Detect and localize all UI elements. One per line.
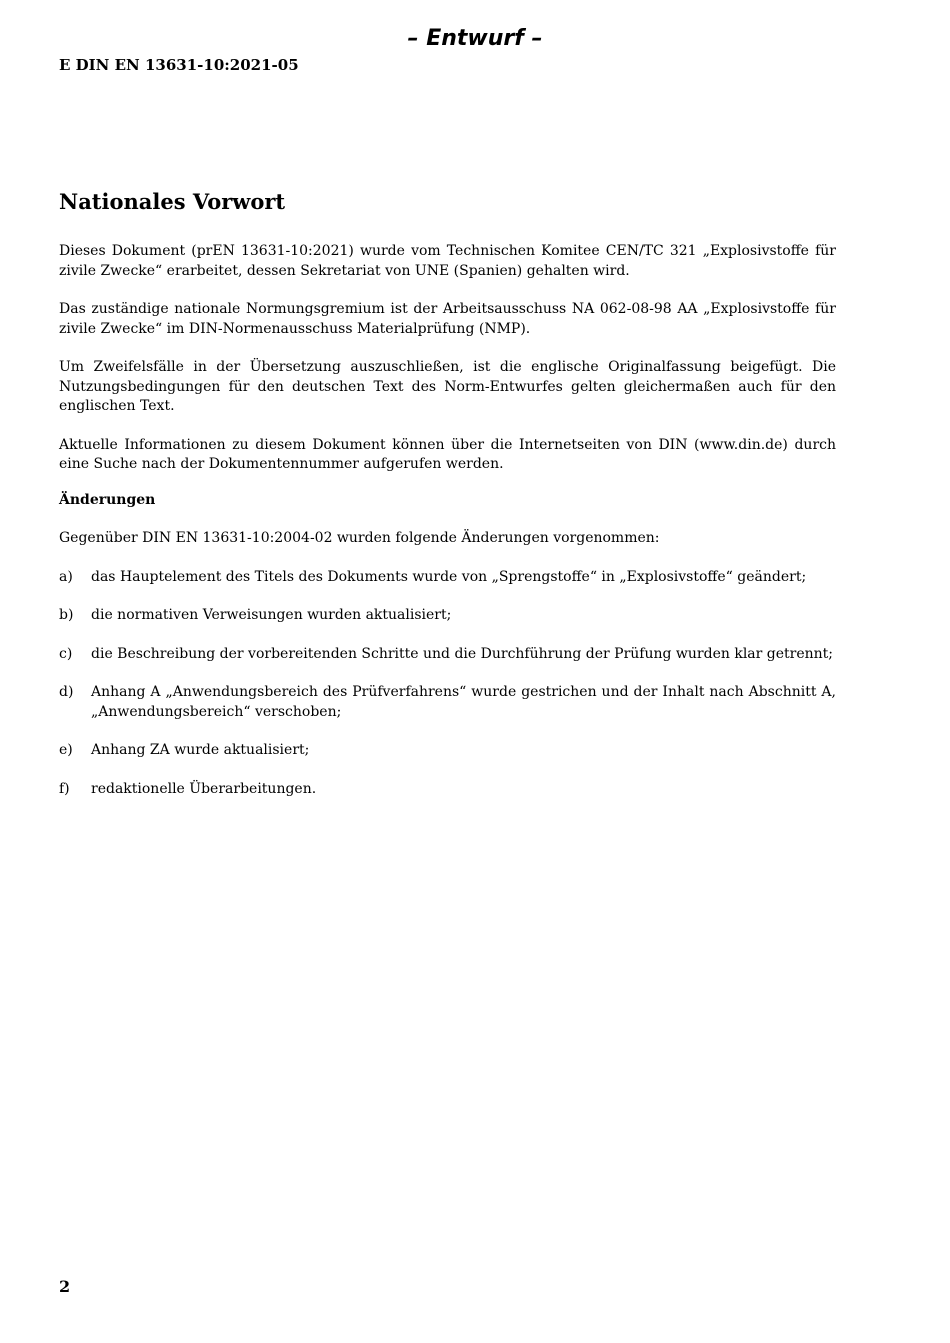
list-item bbox=[59, 606, 836, 626]
list-marker: d) bbox=[59, 684, 74, 700]
foreword-paragraph: Um Zweifelsfälle in der Übersetzung auszuschließen, ist die englische Originalfassung beigefügt. Die Nutzungsbedingungen für den deutschen Text des Norm-Entwurfes gelten gleichermaßen auch für den englischen Text. bbox=[59, 359, 836, 414]
list-item-text: die normativen Verweisungen wurden aktualisiert; bbox=[91, 607, 452, 623]
list-item bbox=[59, 780, 836, 800]
foreword-paragraph: Dieses Dokument (prEN 13631-10:2021) wurde vom Technischen Komitee CEN/TC 321 „Explosivstoffe für zivile Zwecke“ erarbeitet, dessen Sekretariat von UNE (Spanien) gehalten wird. bbox=[59, 243, 836, 279]
list-item-text: die Beschreibung der vorbereitenden Schritte und die Durchführung der Prüfung wurden klar getrennt; bbox=[91, 645, 834, 662]
list-item-text: das Hauptelement des Titels des Dokuments wurde von „Sprengstoffe“ in „Explosivstoffe“ geändert; bbox=[91, 568, 807, 585]
page-number: 2 bbox=[59, 1277, 71, 1296]
changes-intro: Gegenüber DIN EN 13631-10:2004-02 wurden folgende Änderungen vorgenommen: bbox=[59, 530, 660, 546]
list-marker: f) bbox=[59, 780, 70, 797]
list-item-text: Anhang A „Anwendungsbereich des Prüfverfahrens“ wurde gestrichen und der Inhalt nach Abschnitt A, „Anwendungsbereich“ verschoben; bbox=[91, 684, 836, 720]
list-item bbox=[59, 683, 836, 722]
list-marker: a) bbox=[59, 568, 73, 585]
foreword-paragraph: Aktuelle Informationen zu diesem Dokument können über die Internetseiten von DIN (www.din.de) durch eine Suche nach der Dokumentennummer aufgerufen werden. bbox=[59, 436, 836, 472]
list-marker: e) bbox=[59, 742, 73, 758]
list-marker: b) bbox=[59, 607, 74, 623]
list-item bbox=[59, 741, 836, 761]
draft-watermark: – Entwurf – bbox=[407, 26, 543, 51]
page-content bbox=[59, 188, 836, 818]
changes-list bbox=[59, 568, 836, 800]
foreword-paragraph: Das zuständige nationale Normungsgremium ist der Arbeitsausschuss NA 062-08-98 AA „Explosivstoffe für zivile Zwecke“ im DIN-Normenausschuss Materialprüfung (NMP). bbox=[59, 301, 836, 337]
document-id: E DIN EN 13631-10:2021-05 bbox=[59, 56, 299, 74]
list-item bbox=[59, 645, 836, 665]
foreword-title: Nationales Vorwort bbox=[59, 189, 286, 214]
list-item-text: Anhang ZA wurde aktualisiert; bbox=[91, 742, 310, 758]
list-marker: c) bbox=[59, 645, 73, 662]
changes-heading: Änderungen bbox=[59, 491, 156, 508]
list-item bbox=[59, 568, 836, 588]
list-item-text: redaktionelle Überarbeitungen. bbox=[91, 780, 317, 797]
